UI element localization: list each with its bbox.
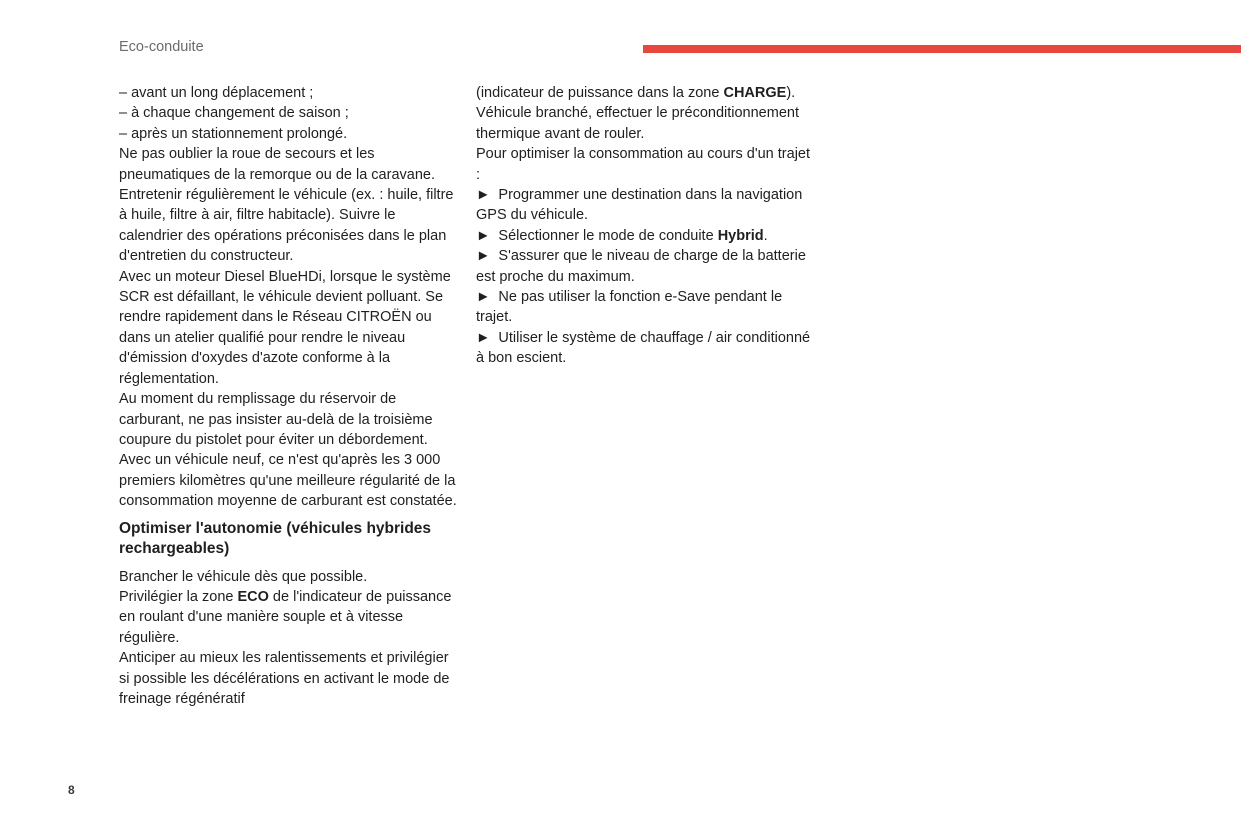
arrow-bullet-icon: ►	[476, 329, 491, 346]
left-column	[119, 83, 459, 709]
arrow-bullet-icon: ►	[476, 248, 491, 265]
list-item-long-trip: – avant un long déplacement ;	[119, 85, 314, 101]
paragraph-charge-continuation	[476, 83, 811, 103]
bullet-item-esave	[476, 287, 811, 328]
eco-zone-keyword: ECO	[237, 588, 269, 605]
paragraph-spare-wheel: Ne pas oublier la roue de secours et les pneumatiques de la remorque ou de la caravane.	[119, 146, 435, 183]
paragraph-preconditioning: Véhicule branché, effectuer le préconditionnement thermique avant de rouler.	[476, 105, 799, 142]
paragraph-anticipate: Anticiper au mieux les ralentissements et privilégier si possible les décélérations en activant le mode de freinage régénératif	[119, 650, 450, 707]
bullet-item-gps	[476, 185, 811, 226]
bullet-item-heating	[476, 328, 811, 369]
paragraph-trip-intro: Pour optimiser la consommation au cours d'un trajet :	[476, 146, 811, 183]
paragraph-plug-in: Brancher le véhicule dès que possible.	[119, 568, 368, 585]
charge-keyword: CHARGE	[723, 85, 787, 101]
charge-text-after: ).	[786, 85, 796, 101]
paragraph-maintenance: Entretenir régulièrement le véhicule (ex. : huile, filtre à huile, filtre à air, filtre habitacle). Suivre le calendrier des opérations préconisées dans le plan d'entretien du constructeur.	[119, 187, 454, 265]
bullet-item-hybrid-mode	[476, 226, 811, 246]
list-item-long-parking: – après un stationnement prolongé.	[119, 125, 348, 142]
bullet-text: Ne pas utiliser la fonction e-Save pendant le trajet.	[476, 289, 783, 326]
right-column	[476, 83, 811, 369]
arrow-bullet-icon: ►	[476, 187, 491, 204]
bullet-text: Programmer une destination dans la navigation GPS du véhicule.	[476, 187, 803, 224]
hybrid-keyword: Hybrid	[717, 227, 764, 244]
charge-text-before: (indicateur de puissance dans la zone	[476, 85, 724, 101]
bullet-text-end: .	[763, 227, 768, 244]
paragraph-new-vehicle: Avec un véhicule neuf, ce n'est qu'après les 3 000 premiers kilomètres qu'une meilleure régularité de la consommation moyenne de carburant est constatée.	[119, 452, 457, 510]
list-item-season-change: – à chaque changement de saison ;	[119, 105, 349, 122]
arrow-bullet-icon: ►	[476, 289, 491, 306]
section-title: Eco-conduite	[119, 39, 204, 55]
arrow-bullet-icon: ►	[476, 227, 491, 244]
page-number: 8	[68, 783, 75, 797]
bullet-item-battery-charge	[476, 246, 811, 287]
bullet-text: Sélectionner le mode de conduite	[498, 227, 718, 244]
paragraph-refuelling: Au moment du remplissage du réservoir de carburant, ne pas insister au-delà de la troisième coupure du pistolet pour éviter un débordement.	[119, 391, 433, 448]
section-heading-autonomy: Optimiser l'autonomie (véhicules hybrides rechargeables)	[119, 519, 432, 558]
eco-zone-text-after: de l'indicateur de puissance en roulant d'une manière souple et à vitesse régulière.	[119, 588, 452, 646]
bullet-text: Utiliser le système de chauffage / air conditionné à bon escient.	[476, 329, 811, 367]
header-accent-bar	[643, 45, 1241, 53]
paragraph-eco-zone	[119, 587, 459, 648]
eco-zone-text-before: Privilégier la zone	[119, 588, 238, 605]
paragraph-bluehdi: Avec un moteur Diesel BlueHDi, lorsque le système SCR est défaillant, le véhicule devient polluant. Se rendre rapidement dans le Réseau CITROËN ou dans un atelier qualifié pour rendre le niveau d'émission d'oxydes d'azote conforme à la réglementation.	[119, 268, 451, 387]
bullet-text: S'assurer que le niveau de charge de la batterie est proche du maximum.	[476, 248, 806, 285]
